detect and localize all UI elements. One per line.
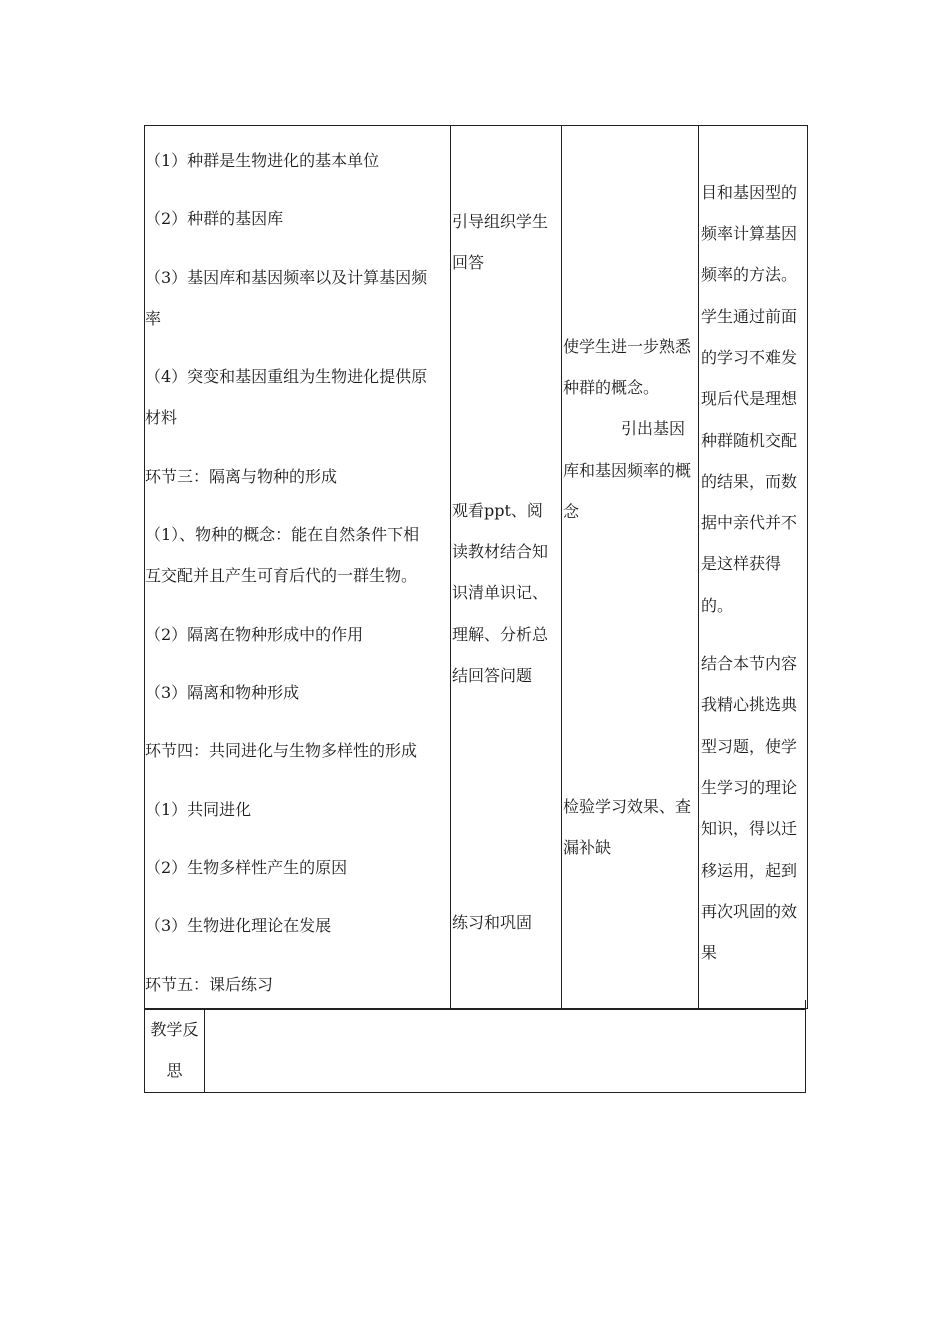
notes-line: 现后代是理想 <box>701 389 798 408</box>
notes-line: 移运用，起到 <box>701 861 798 880</box>
content-line: （3）基因库和基因频率以及计算基因频 <box>145 268 428 287</box>
intent-line: 漏补缺 <box>563 838 612 857</box>
teaching-reflection-table <box>144 1009 806 1093</box>
notes-line: 结合本节内容 <box>701 654 798 673</box>
column-divider <box>698 126 699 1008</box>
reflection-label-line: 思 <box>166 1061 183 1080</box>
notes-line: 目和基因型的 <box>701 183 798 202</box>
section-heading: 环节四：共同进化与生物多样性的形成 <box>145 741 418 760</box>
notes-line: 频率计算基因 <box>701 224 798 243</box>
notes-line: 的。 <box>701 596 734 615</box>
notes-line: 生学习的理论 <box>701 778 798 797</box>
intent-line: 检验学习效果、查 <box>563 797 692 816</box>
column-divider <box>561 126 562 1008</box>
notes-line: 学生通过前面 <box>701 307 798 326</box>
row-divider <box>204 1010 205 1092</box>
content-line: 材料 <box>145 408 178 427</box>
lesson-plan-table <box>144 125 808 1009</box>
notes-line: 再次巩固的效 <box>701 902 798 921</box>
notes-line: 型习题，使学 <box>701 737 798 756</box>
content-line: （2）生物多样性产生的原因 <box>145 858 348 877</box>
content-line: （1）种群是生物进化的基本单位 <box>145 151 380 170</box>
notes-line: 我精心挑选典 <box>701 695 798 714</box>
section-heading: 环节三：隔离与物种的形成 <box>145 467 338 486</box>
activity-line: 理解、分析总 <box>452 625 549 644</box>
column-divider <box>450 126 451 1008</box>
notes-line: 频率的方法。 <box>701 265 798 284</box>
content-line: （4）突变和基因重组为生物进化提供原 <box>145 367 428 386</box>
student-activity-cell <box>452 126 552 1006</box>
content-line: 互交配并且产生可育后代的一群生物。 <box>145 566 418 585</box>
activity-line: 读教材结合知 <box>452 542 549 561</box>
content-line: 率 <box>145 309 162 328</box>
content-line: （2）隔离在物种形成中的作用 <box>145 625 364 644</box>
notes-line: 据中亲代并不 <box>701 513 798 532</box>
activity-line: 回答 <box>452 253 485 272</box>
intent-line: 种群的概念。 <box>563 378 660 397</box>
activity-line: 观看ppt、阅 <box>452 501 543 520</box>
intent-line: 念 <box>563 502 580 521</box>
activity-line: 识清单识记、 <box>452 583 549 602</box>
intent-line: 库和基因频率的概 <box>563 461 692 480</box>
notes-line: 果 <box>701 943 718 962</box>
notes-cell <box>701 126 805 1006</box>
intent-line: 引出基因 <box>621 419 686 438</box>
reflection-label-line: 教学反 <box>150 1020 199 1039</box>
reflection-content <box>207 1014 801 1088</box>
content-line: （3）隔离和物种形成 <box>145 683 300 702</box>
content-line: （1）共同进化 <box>145 800 252 819</box>
section-heading: 环节五：课后练习 <box>145 975 274 994</box>
notes-line: 是这样获得 <box>701 554 782 573</box>
activity-line: 练习和巩固 <box>452 913 533 932</box>
teaching-content-cell <box>145 126 445 1006</box>
activity-line: 结回答问题 <box>452 666 533 685</box>
notes-line: 知识，得以迁 <box>701 819 798 838</box>
intent-line: 使学生进一步熟悉 <box>563 337 692 356</box>
notes-line: 的结果，而数 <box>701 472 798 491</box>
design-intent-cell <box>563 126 695 1006</box>
content-line: （3）生物进化理论在发展 <box>145 916 332 935</box>
content-line: （2）种群的基因库 <box>145 209 284 228</box>
reflection-label <box>145 1010 204 1092</box>
notes-line: 种群随机交配 <box>701 431 798 450</box>
content-line: （1）、物种的概念：能在自然条件下相 <box>145 525 420 544</box>
notes-line: 的学习不难发 <box>701 348 798 367</box>
activity-line: 引导组织学生 <box>452 212 549 231</box>
